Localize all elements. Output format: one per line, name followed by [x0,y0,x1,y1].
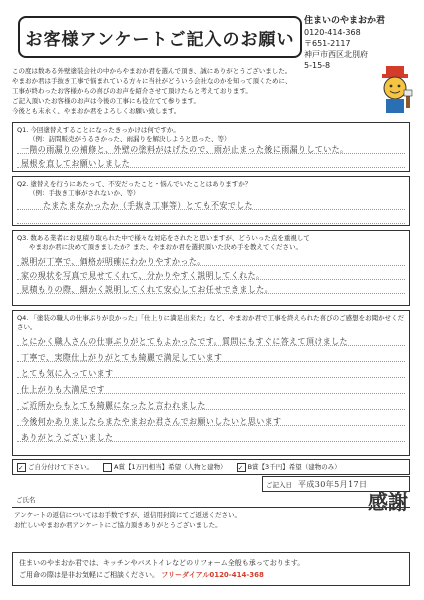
prize-option[interactable] [103,462,227,472]
footer-phone[interactable]: フリーダイアル0120-414-368 [161,571,264,579]
footer [12,552,410,586]
prize-option-label: ご自分付けて下さい。 [28,463,93,472]
note-line: お忙しいやまおか君アンケートにご協力頂きありがとうございました。 [14,521,222,529]
notes [14,510,344,530]
page-title: お客様アンケートご記入のお願い [18,16,302,58]
question-example: やまおか君に決めて頂きましたか？また、やまおか君を選択頂いた決め手を教えてください。 [29,243,302,251]
intro-line: 工事が終わったお客様からの喜びのお声を紹介させて頂けたらと考えております。 [12,87,252,95]
answer-text: 仕上がりも大満足です [21,385,105,394]
answer-text: 説明が丁寧で、価格が明確にわかりやすかった。 [21,257,206,266]
prize-option-label: A賞【1万円相当】希望（人物と建物） [114,463,227,472]
answer-text: ご近所からもとても綺麗になったと言われました [21,401,206,410]
company-tel: 0120-414-368 [304,28,361,37]
question-example: （例：訪問販売がうるさかった、雨漏りを解決しようと思った、等） [29,135,231,143]
question-3 [12,230,410,306]
question-example: （例：手抜き工事がされないか、等） [29,189,140,197]
mascot-icon [372,64,418,118]
note-line: アンケートの返信についてはお手数ですが、返信用封筒にてご返送ください。 [14,511,241,519]
header [10,10,414,70]
company-info [304,16,404,71]
intro-text [12,66,352,116]
answer-text: 屋根を直してお願いしました [21,159,131,168]
prize-option-label: B賞【3千円】希望（建物のみ） [247,463,341,472]
answer-text: とにかく職人さんの仕事ぶりがとてもよかったです。質問にもすぐに答えて頂けました [21,337,348,346]
company-name: 住まいのやまおか君 [304,16,386,26]
intro-line: やまおか君は手抜き工事で悩まれている方々に当社がどういう会社なのかを知って頂くために、 [12,77,292,85]
answer-text: 一階の雨漏りの補修と、外壁の塗料がはげたので、雨が止まった後に雨漏りしていた。 [21,145,349,154]
intro-line: 今後とも末永く、やまおか君をよろしくお願い致します。 [12,107,181,115]
prize-option[interactable] [17,462,93,472]
thanks-stamp: 感謝 [368,490,408,514]
answer-text: ありがとうございました [21,433,114,442]
answer-text: 今後何かありましたらまたやまおか君さんでお願いしたいと思います [21,417,282,426]
checkbox-icon [103,463,112,472]
prize-option[interactable] [237,462,341,472]
answer-text: たまたまなかったか（手抜き工事等）とても不安でした [43,201,253,210]
question-label: Q4. 「塗装の職人の仕事ぶりが良かった」「仕上りに満足出来た」など、やまおか君で工事を終えられた喜びのご感想をお聞かせください。 [17,314,405,331]
prize-options [12,459,410,475]
date-value: 平成30年5月17日 [298,479,368,489]
question-label: Q1. 今回塗替えすることになったきっかけは何ですか。 [17,126,180,134]
checkbox-icon: ✓ [237,463,246,472]
answer-text: 見積もりの際、細かく説明してくれて安心してお任せできました。 [21,285,273,294]
signature-row [12,476,410,492]
answer-text: とても気に入っています [21,369,114,378]
company-postal: 〒651-2117 [304,39,351,48]
name-label: ご氏名 [16,496,36,504]
date-label: ご記入日 [266,480,292,489]
company-address: 神戸市西区北別府 [304,50,368,59]
answer-text: 丁寧で、実際仕上がりがとても綺麗で満足しています [21,353,223,362]
intro-line: ご記入頂いたお客様のお声は今後の工事にも役立てて参ります。 [12,97,200,105]
question-4 [12,310,410,456]
question-label: Q2. 塗替えを行うにあたって、不安だったこと・悩んでいたことはありますか？ [17,180,252,188]
question-label: Q3. 数ある業者にお見積り取られた中で様々な対応をされたと思いますが、どういった点を重視して [17,234,310,242]
question-1 [12,122,410,172]
name-field[interactable] [12,493,410,508]
footer-line-2 [19,569,403,581]
company-address-2: 5-15-8 [304,61,331,70]
question-2 [12,176,410,226]
footer-line-2-text: ご用命の際は是非お気軽にご相談ください。 [19,571,159,579]
checkbox-icon: ✓ [17,463,26,472]
footer-line-1: 住まいのやまおか君では、キッチンやバストイレなどのリフォーム全般も承っております。 [19,559,305,567]
answer-text: 家の現状を写真で見せてくれて、分かりやすく説明してくれた。 [21,271,265,280]
intro-line: この度は数ある外壁塗装会社の中からやまおか君を選んで頂き、誠にありがとうございました。 [12,67,292,75]
